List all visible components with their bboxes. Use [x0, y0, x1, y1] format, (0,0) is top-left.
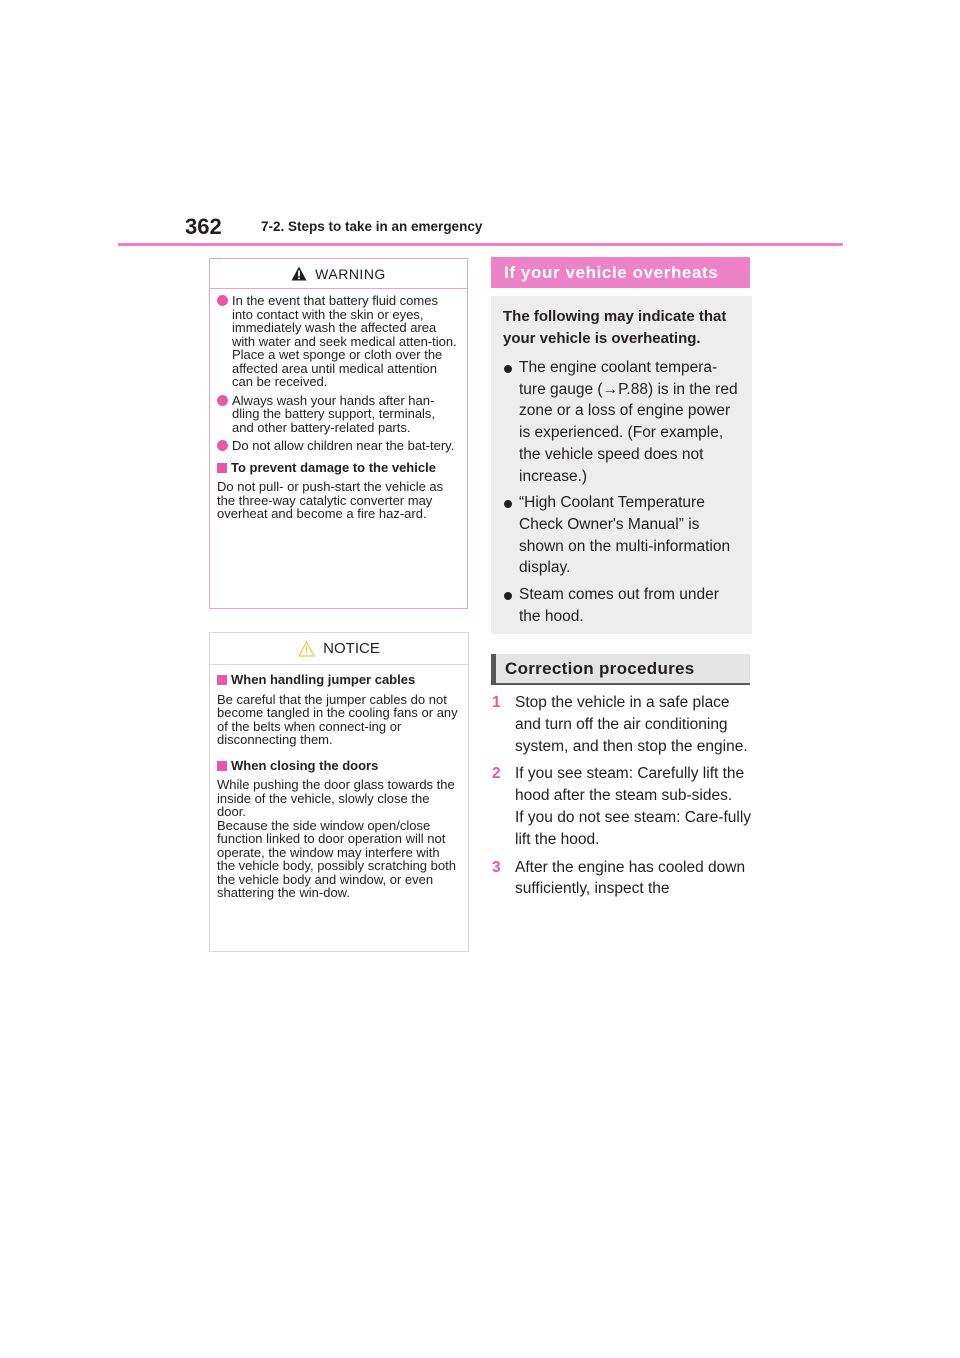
step-item: [491, 857, 753, 901]
warning-bullet: [217, 394, 460, 435]
step-text: After the engine has cooled down sufficiently, inspect the: [515, 858, 746, 898]
step-number: 3: [492, 858, 501, 876]
notice-subheading-text: When closing the doors: [231, 757, 379, 773]
header-rule: [118, 243, 843, 246]
list-item-text: “High Coolant Temperature Check Owner's Manual” is shown on the multi-information display.: [519, 494, 731, 577]
notice-subheading: [217, 759, 461, 773]
step-text: If you see steam: Carefully lift the hood after the steam sub-sides.: [515, 765, 745, 805]
step-number: 1: [492, 694, 501, 711]
step-number: 2: [492, 765, 501, 783]
list-item: [503, 492, 740, 579]
warning-bullet-text: Always wash your hands after han-dling the battery support, terminals, and other battery-related parts.: [232, 392, 436, 435]
warning-bullet: [217, 294, 460, 389]
square-bullet-icon: [217, 463, 227, 473]
step-item: [491, 763, 753, 850]
warning-header: [210, 259, 467, 289]
correction-heading: Correction procedures: [491, 654, 750, 685]
warning-bullet-text: In the event that battery fluid comes into contact with the skin or eyes, immediately wash the affected area with water and seek medical atten-tion. Place a wet sponge or cloth over the affected area until medical attention can be received.: [232, 293, 457, 389]
warning-subheading: [217, 461, 460, 475]
overheat-heading: If your vehicle overheats: [491, 257, 750, 288]
warning-title: WARNING: [315, 265, 386, 282]
step-text: Stop the vehicle in a safe place and turn off the air conditioning system, and then stop the engine.: [515, 694, 748, 755]
bullet-dot-icon: [504, 365, 512, 373]
overheat-indicators: [491, 296, 752, 634]
notice-header: [210, 633, 468, 665]
notice-title: NOTICE: [323, 640, 380, 657]
page-number: 362: [185, 214, 222, 239]
bullet-dot-icon: [504, 500, 512, 508]
list-item: [503, 357, 740, 487]
list-item-text: The engine coolant tempera-ture gauge (→P.88) is in the red zone or a loss of engine power is experienced. (For example, the vehicle speed does not increase.): [519, 359, 738, 485]
notice-box: [209, 632, 469, 952]
caution-triangle-icon: [298, 641, 315, 657]
warning-box: [209, 258, 468, 609]
notice-subheading: [217, 673, 461, 687]
bullet-dot-icon: [217, 395, 228, 406]
notice-text: Be careful that the jumper cables do not become tangled in the cooling fans or any of the belts when connect-ing or disconnecting them.: [217, 691, 458, 747]
bullet-dot-icon: [504, 592, 512, 600]
bullet-dot-icon: [217, 295, 228, 306]
notice-text: While pushing the door glass towards the inside of the vehicle, slowly close the door.: [217, 777, 455, 819]
warning-subheading-text: To prevent damage to the vehicle: [231, 459, 436, 475]
warning-bullet: [217, 439, 460, 453]
step-text: If you do not see steam: Care-fully lift the hood.: [515, 808, 752, 848]
warning-subtext: Do not pull- or push-start the vehicle as the three-way catalytic converter may overheat and become a fire haz-ard.: [217, 479, 444, 521]
step-item: [491, 692, 753, 757]
overheat-intro: The following may indicate that your vehicle is overheating.: [503, 308, 727, 347]
bullet-dot-icon: [217, 440, 228, 451]
notice-subheading-text: When handling jumper cables: [231, 672, 416, 687]
square-bullet-icon: [217, 675, 227, 685]
warning-triangle-icon: [291, 266, 307, 281]
warning-bullet-text: Do not allow children near the bat-tery.: [232, 438, 455, 453]
section-title: 7-2. Steps to take in an emergency: [261, 219, 483, 234]
square-bullet-icon: [217, 761, 227, 771]
notice-text: Because the side window open/close function linked to door operation will not operate, the window may interfere with the vehicle body, possibly scratching both the vehicle body and window, or even shattering the win-dow.: [217, 817, 456, 900]
list-item-text: Steam comes out from under the hood.: [519, 586, 719, 625]
list-item: [503, 584, 740, 627]
correction-steps: [491, 692, 753, 906]
